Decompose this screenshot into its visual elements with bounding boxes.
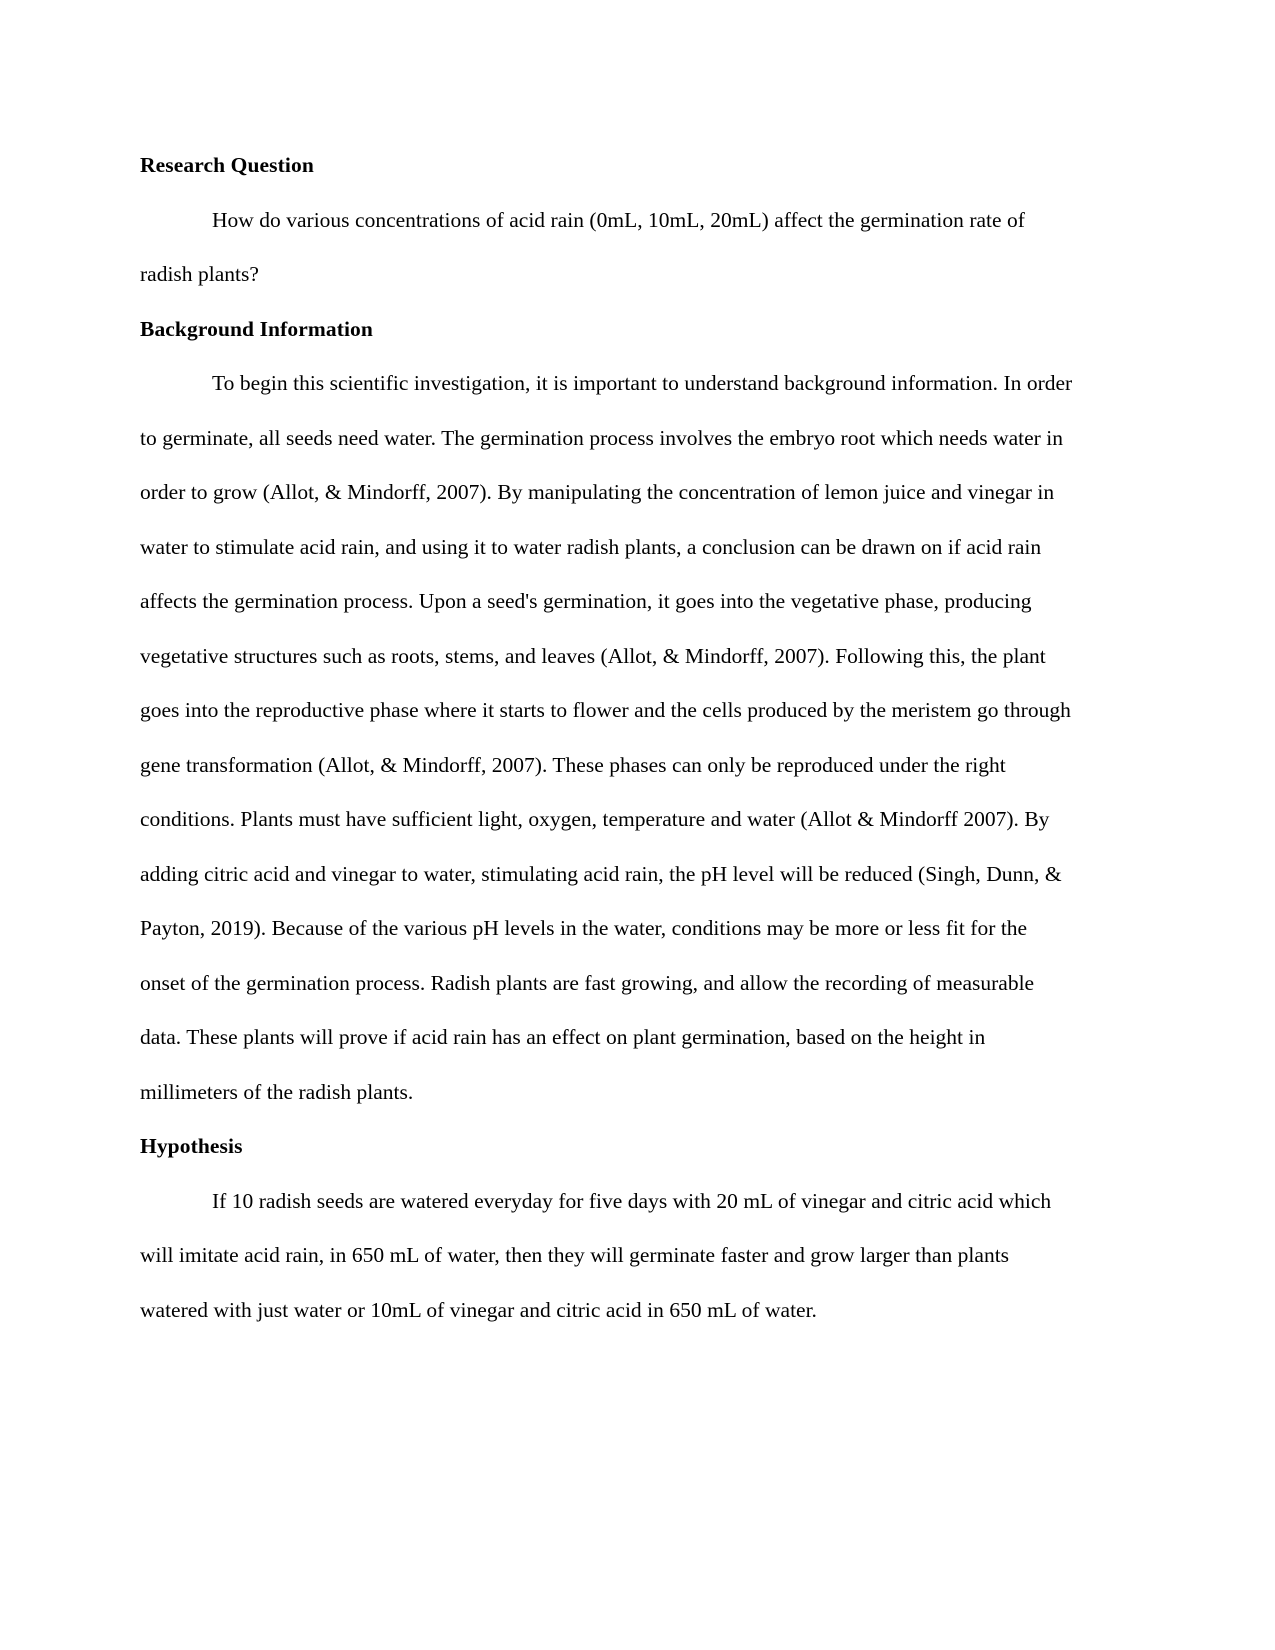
heading-background-information: Background Information (140, 316, 373, 341)
paragraph-background-information: To begin this scientific investigation, it is important to understand background information. In order to germinate, all seeds need water. The germination process involves the embryo root which needs water in order to grow (Allot, & Mindorff, 2007). By manipulating the concentration of lemon juice and vinegar in water to stimulate acid rain, and using it to water radish plants, a conclusion can be drawn on if acid rain affects the germination process. Upon a seed's germination, it goes into the vegetative phase, producing vegetative structures such as roots, stems, and leaves (Allot, & Mindorff, 2007). Following this, the plant goes into the reproductive phase where it starts to flower and the cells produced by the meristem go through gene transformation (Allot, & Mindorff, 2007). These phases can only be reproduced under the right conditions. Plants must have sufficient light, oxygen, temperature and water (Allot & Mindorff 2007). By adding citric acid and vinegar to water, stimulating acid rain, the pH level will be reduced (Singh, Dunn, & Payton, 2019). Because of the various pH levels in the water, conditions may be more or less fit for the onset of the germination process. Radish plants are fast growing, and allow the recording of measurable data. These plants will prove if acid rain has an effect on plant germination, based on the height in millimeters of the radish plants. (140, 371, 1073, 1104)
paragraph-hypothesis: If 10 radish seeds are watered everyday for five days with 20 mL of vinegar and citric acid which will imitate acid rain, in 650 mL of water, then they will germinate faster and grow larger than plants watered with just water or 10mL of vinegar and citric acid in 650 mL of water. (140, 1188, 1052, 1322)
paragraph-research-question: How do various concentrations of acid rain (0mL, 10mL, 20mL) affect the germination rate of radish plants? (140, 207, 1025, 286)
heading-research-question: Research Question (140, 153, 314, 177)
document-body (140, 138, 1075, 1337)
heading-hypothesis: Hypothesis (140, 1134, 243, 1158)
